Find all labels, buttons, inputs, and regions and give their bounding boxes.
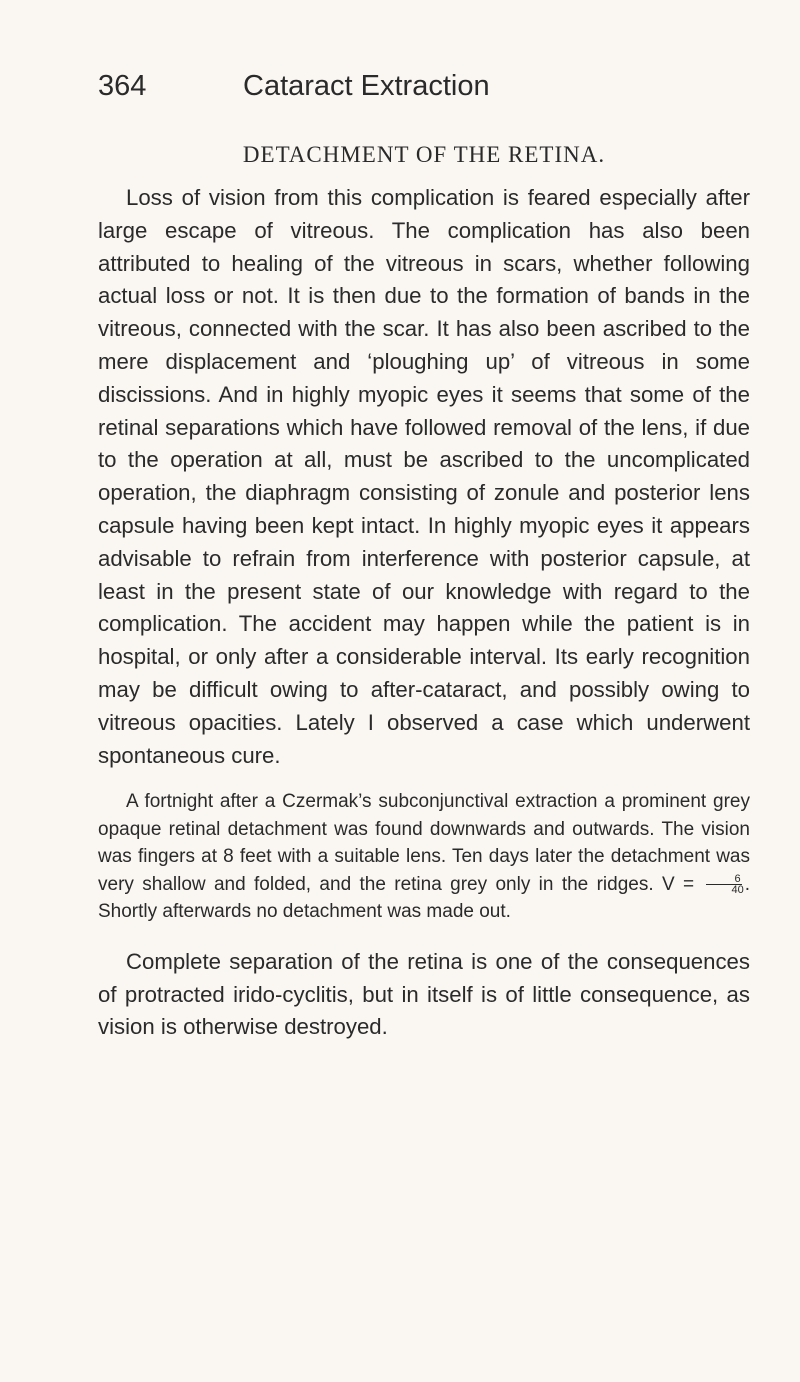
vision-fraction-numerator: 6 bbox=[706, 874, 742, 885]
vision-fraction-denominator: 40 bbox=[731, 884, 744, 897]
running-head bbox=[98, 70, 750, 120]
vision-fraction bbox=[703, 874, 743, 895]
case-note-after: . Shortly afterwards no detachment was made out. bbox=[98, 873, 750, 923]
page-number: 364 bbox=[98, 70, 147, 102]
book-page bbox=[98, 70, 750, 1044]
paragraph-complete-separation: Complete separation of the retina is one of the consequences of protracted irido-cyclitis, but in itself is of little consequence, as vision is otherwise destroyed. bbox=[98, 948, 750, 1040]
case-note-text: A fortnight after a Czermak’s subconjunctival extraction a prominent grey opaque retinal detachment was found downwards and outwards. The vision was fingers at 8 feet with a suitable lens. Ten days later the detachment was very shallow and folded, and the retina grey only in the ridges. V = bbox=[98, 791, 750, 895]
paragraph-loss-of-vision: Loss of vision from this complication is feared especially after large escape of vitreous. The complication has also been attributed to healing of the vitreous in scars, whether following actual loss or not. It is then due to the formation of bands in the vitreous, connected with the scar. It has also been ascribed to the mere displacement and ‘ploughing up’ of vitreous in some discissions. And in highly myopic eyes it seems that some of the retinal separations which have followed removal of the lens, if due to the operation at all, must be ascribed to the uncomplicated operation, the diaphragm consisting of zonule and posterior lens capsule having been kept intact. In highly myopic eyes it appears advisable to refrain from interference with posterior capsule, at least in the present state of our knowledge with regard to the complication. The accident may happen while the patient is in hospital, or only after a considerable interval. Its early recognition may be difficult owing to after-cataract, and possibly owing to vitreous opacities. Lately I observed a case which underwent spontaneous cure. bbox=[98, 185, 750, 768]
section-heading: DETACHMENT OF THE RETINA. bbox=[242, 142, 606, 167]
case-note-paragraph bbox=[98, 788, 750, 926]
running-title: Cataract Extraction bbox=[243, 70, 490, 102]
